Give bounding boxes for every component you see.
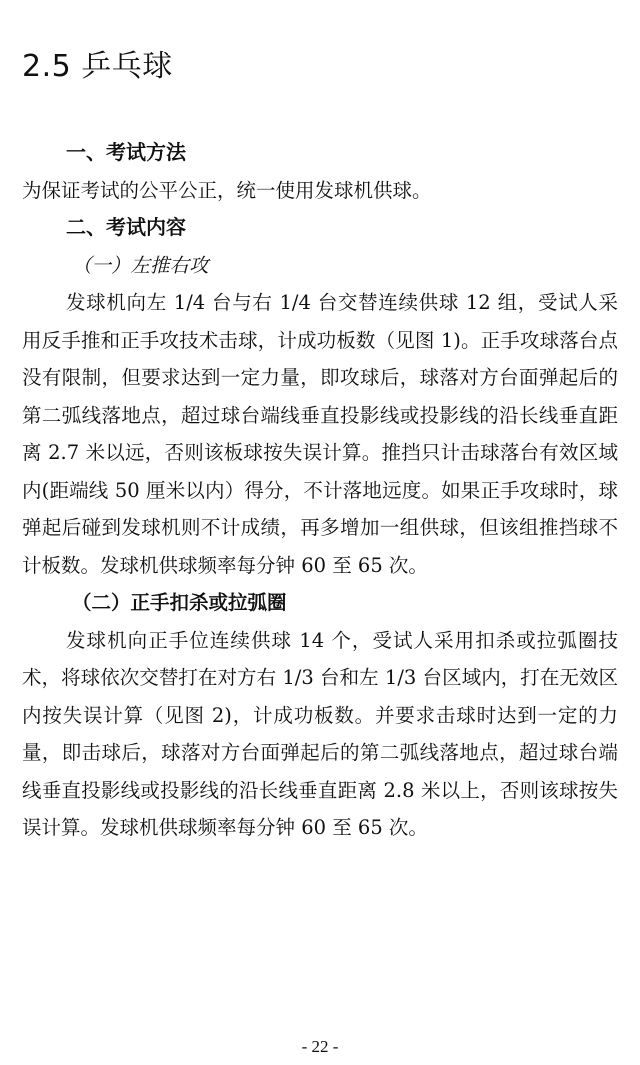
subheading-push-attack: （一）左推右攻	[72, 253, 209, 277]
paragraph-smash-loop: 发球机向正手位连续供球 14 个，受试人采用扣杀或拉弧圈技术，将球依次交替打在对方右 1/3 台和左 1/3 台区域内，打在无效区内按失误计算（见图 2)，计成功板数。并要求击球时达到一定的力量，即击球后，球落对方台面弹起后的第二弧线落地点，超过球台端线垂直投影线或投影线的沿长线垂直距离 2.8 米以上，否则该球按失误计算。发球机供球频率每分钟 60 至 65 次。	[22, 628, 618, 839]
heading-exam-content: 二、考试内容	[66, 215, 186, 239]
paragraph-push-attack: 发球机向左 1/4 台与右 1/4 台交替连续供球 12 组，受试人采用反手推和正手攻技术击球，计成功板数（见图 1)。正手攻球落台点没有限制，但要求达到一定力量，即攻球后，球落对方台面弹起后的第二弧线落地点，超过球台端线垂直投影线或投影线的沿长线垂直距离 2.7 米以远，否则该板球按失误计算。推挡只计击球落台有效区域内(距端线 50 厘米以内）得分，不计落地远度。如果正手攻球时，球弹起后碰到发球机则不计成绩，再多增加一组供球，但该组推挡球不计板数。发球机供球频率每分钟 60 至 65 次。	[22, 291, 618, 577]
section-title: 2.5 乒乓球	[22, 49, 173, 84]
paragraph-exam-method: 为保证考试的公平公正，统一使用发球机供球。	[22, 178, 432, 202]
heading-exam-method: 一、考试方法	[66, 140, 186, 164]
page-number: - 22 -	[301, 1037, 339, 1056]
subheading-smash-loop: （二）正手扣杀或拉弧圈	[72, 591, 287, 614]
document-body	[22, 134, 618, 847]
